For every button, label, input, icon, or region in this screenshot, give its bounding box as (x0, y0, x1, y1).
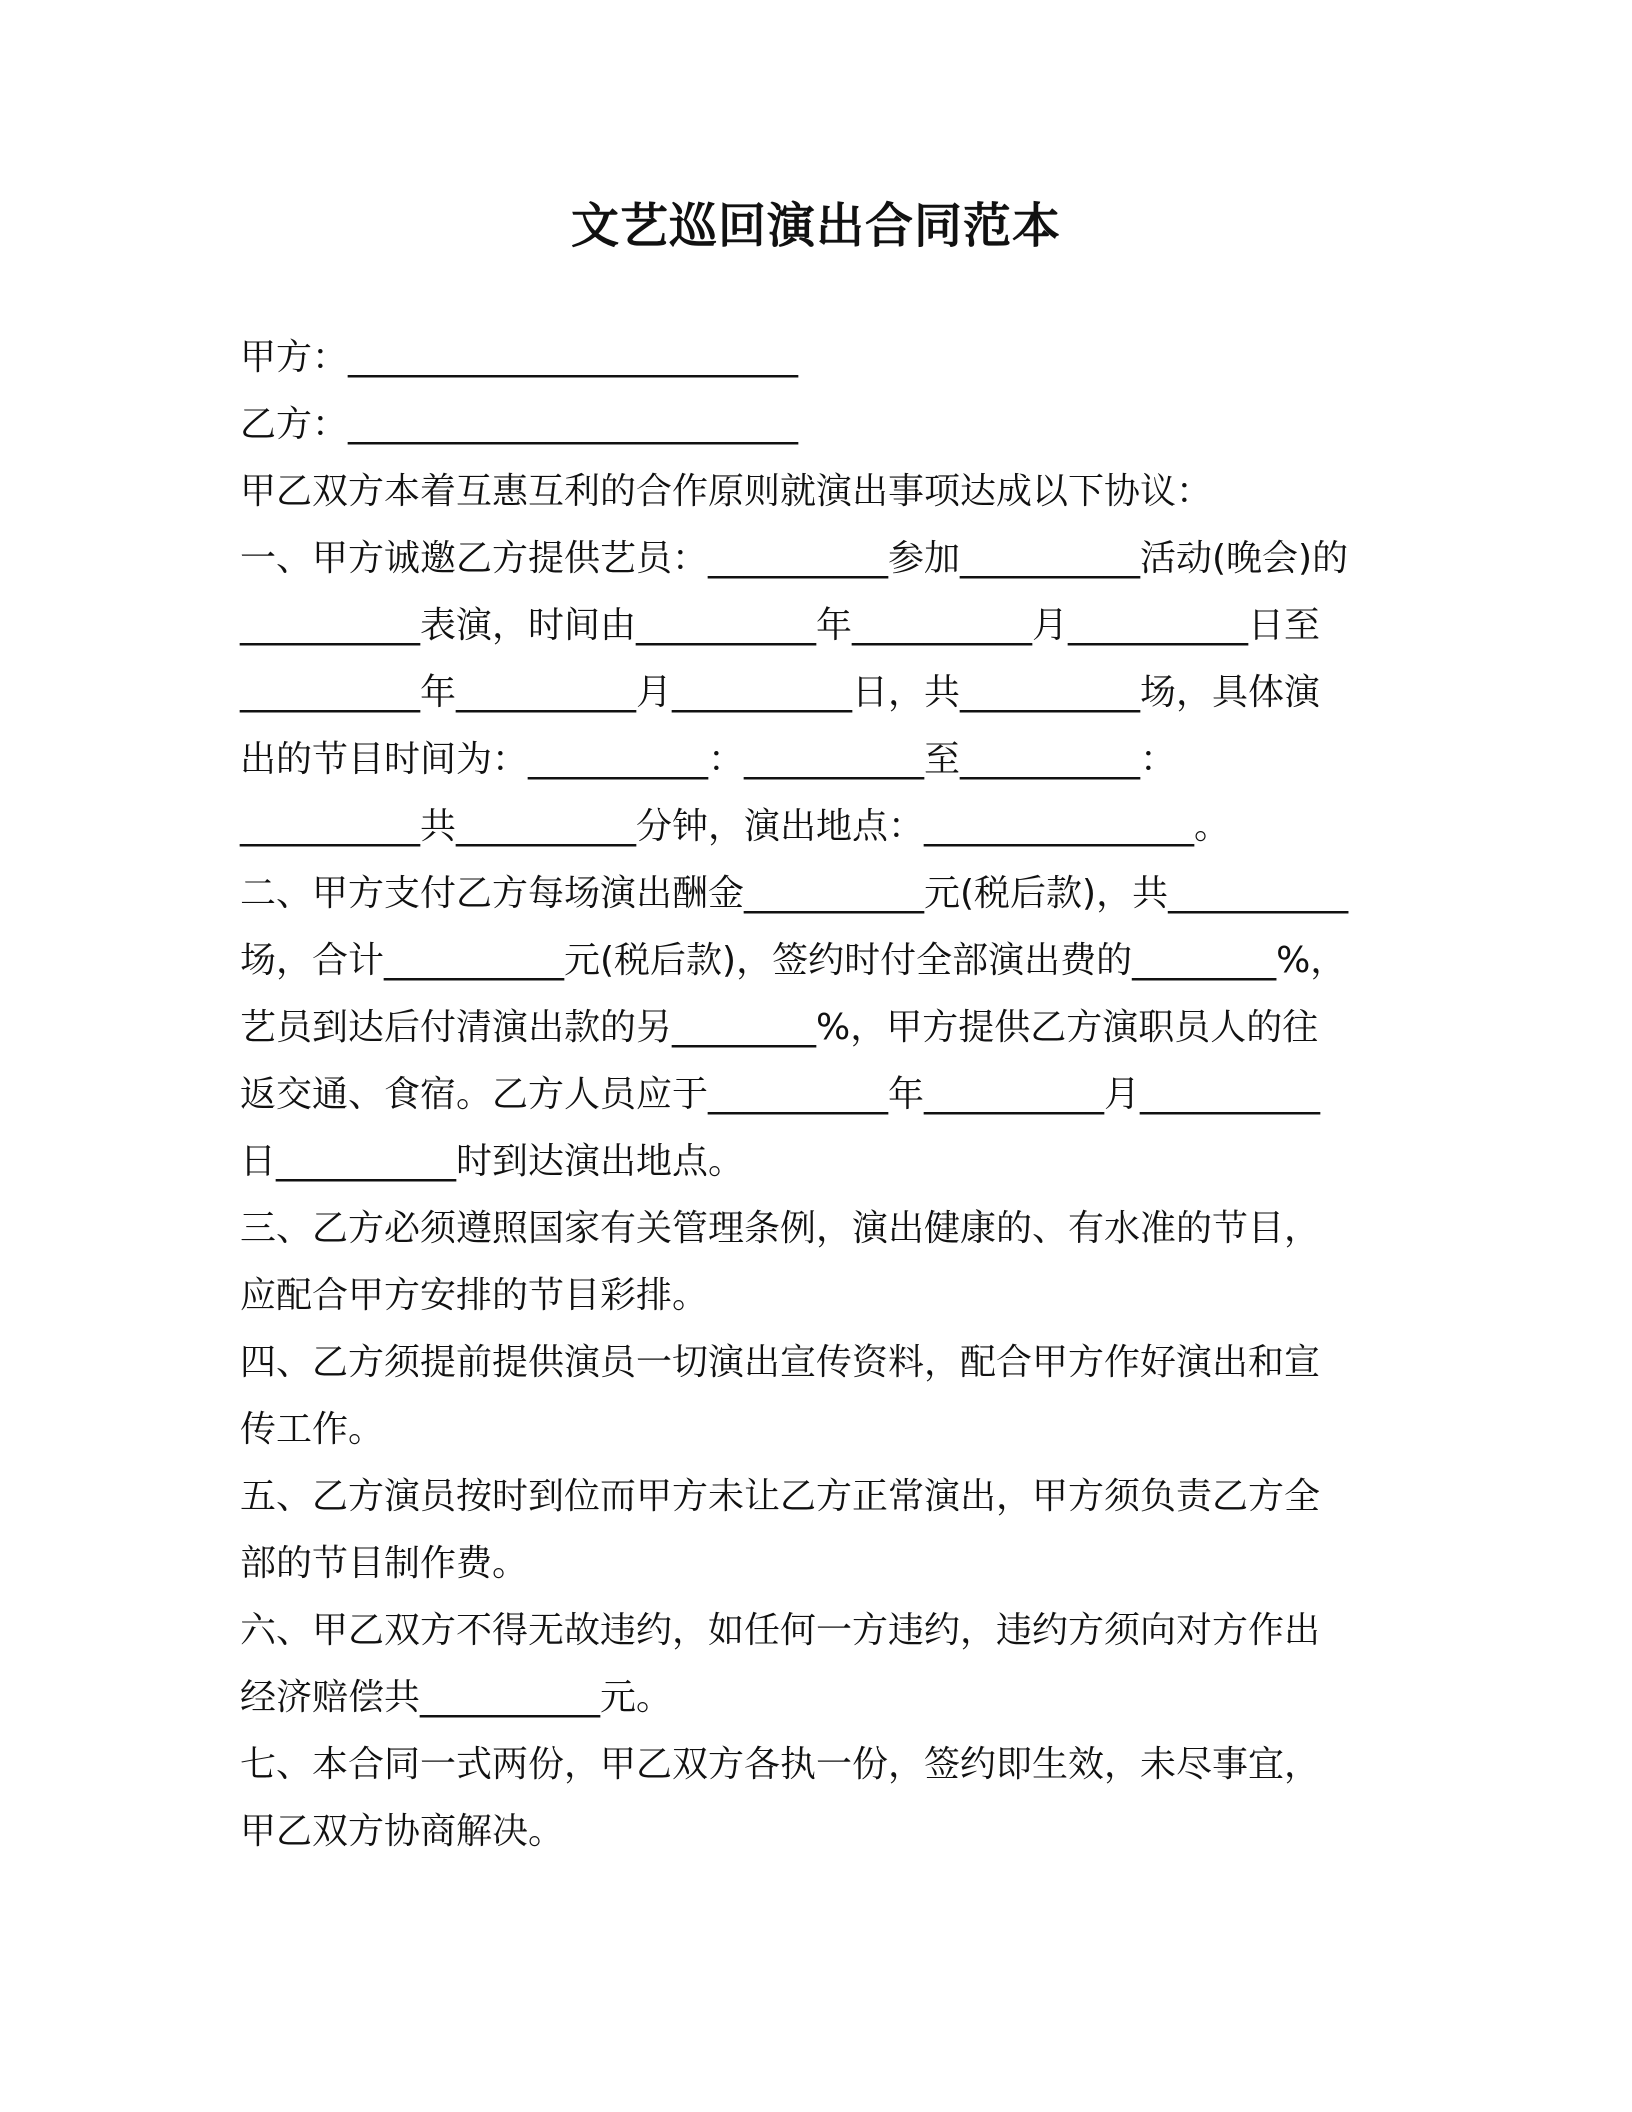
party-a-line: 甲方：_________________________ (240, 337, 799, 378)
clause-2-line: 二、甲方支付乙方每场演出酬金__________元(税后款)，共__________ (240, 873, 1349, 914)
clause-6-line: 经济赔偿共__________元。 (240, 1677, 673, 1718)
clause-1-line: __________表演，时间由__________年__________月__________日至 (240, 605, 1321, 646)
clause-5-line: 五、乙方演员按时到位而甲方未让乙方正常演出，甲方须负责乙方全 (240, 1476, 1321, 1517)
clause-2-line: 艺员到达后付清演出款的另________%，甲方提供乙方演职员人的往 (240, 1007, 1319, 1048)
preamble-line: 甲乙双方本着互惠互利的合作原则就演出事项达成以下协议： (240, 471, 1213, 512)
clause-3-line: 三、乙方必须遵照国家有关管理条例，演出健康的、有水准的节目， (240, 1208, 1321, 1249)
clause-5-line: 部的节目制作费。 (240, 1543, 529, 1584)
clause-1-line: 出的节目时间为：__________：__________至__________： (240, 739, 1177, 780)
clause-7-line: 甲乙双方协商解决。 (240, 1811, 565, 1852)
clause-6-line: 六、甲乙双方不得无故违约，如任何一方违约，违约方须向对方作出 (240, 1610, 1321, 1651)
clause-1-line: 一、甲方诚邀乙方提供艺员：__________参加__________活动(晚会)的 (240, 538, 1349, 579)
clause-4-line: 传工作。 (240, 1409, 385, 1450)
party-b-line: 乙方：_________________________ (240, 404, 799, 445)
clause-4-line: 四、乙方须提前提供演员一切演出宣传资料，配合甲方作好演出和宣 (240, 1342, 1321, 1383)
clause-2-line: 场，合计__________元(税后款)，签约时付全部演出费的________%， (240, 940, 1347, 981)
clause-2-line: 返交通、食宿。乙方人员应于__________年__________月__________ (240, 1074, 1321, 1115)
clause-3-line: 应配合甲方安排的节目彩排。 (240, 1275, 709, 1316)
clause-1-line: __________年__________月__________日，共__________场，具体演 (240, 672, 1321, 713)
clause-2-line: 日__________时到达演出地点。 (240, 1141, 745, 1182)
clause-1-line: __________共__________分钟，演出地点：_______________。 (240, 806, 1231, 847)
clause-7-line: 七、本合同一式两份，甲乙双方各执一份，签约即生效，未尽事宜， (240, 1744, 1321, 1785)
document-title: 文艺巡回演出合同范本 (570, 198, 1061, 254)
document-body (240, 324, 1390, 1865)
